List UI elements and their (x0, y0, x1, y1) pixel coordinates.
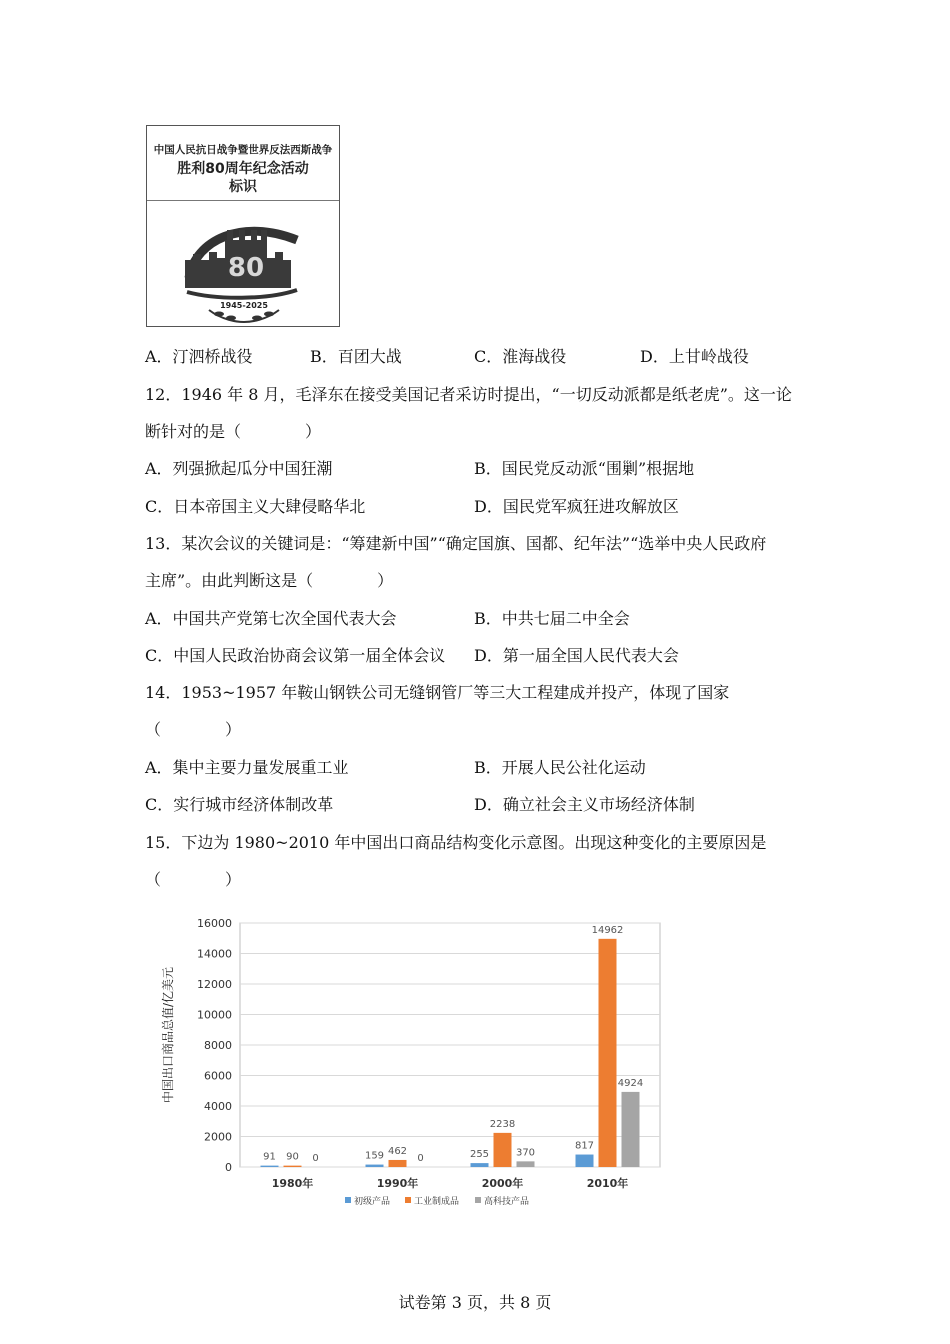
chart-data-label: 255 (469, 1149, 490, 1161)
chart-ytick-label: 10000 (197, 1008, 232, 1022)
q11-option-c: C．淮海战役 (474, 347, 567, 366)
chart-data-label: 370 (515, 1147, 536, 1159)
q14-stem-line2: （ ） (145, 720, 242, 739)
chart-ytick-label: 8000 (204, 1039, 232, 1052)
chart-bar (261, 1166, 279, 1167)
q15-stem-line2: （ ） (145, 870, 242, 889)
chart-category-label: 2010年 (586, 1177, 629, 1190)
q15-stem-line1: 15．下边为 1980~2010 年中国出口商品结构变化示意图。出现这种变化的主要原因是 (145, 833, 767, 852)
chart-data-label: 159 (364, 1150, 385, 1162)
logo-years: 1945-2025 (220, 301, 268, 310)
q13-option-d: D．第一届全国人民代表大会 (474, 646, 679, 665)
chart-bar (471, 1163, 489, 1167)
chart-data-label: 14962 (591, 924, 624, 936)
chart-bar (366, 1165, 384, 1167)
chart-legend-swatch (475, 1197, 481, 1203)
chart-data-label: 0 (312, 1153, 319, 1164)
chart-bar (622, 1092, 640, 1167)
q11-option-a: A．汀泗桥战役 (145, 347, 253, 366)
great-wall-emblem-icon (147, 200, 341, 328)
q13-option-c: C．中国人民政治协商会议第一届全体会议 (145, 646, 446, 665)
chart-data-label: 4924 (617, 1077, 644, 1089)
q14-option-a: A．集中主要力量发展重工业 (145, 758, 349, 777)
chart-data-label: 2238 (489, 1118, 516, 1130)
chart-ylabel: 中国出口商品总值/亿美元 (161, 966, 175, 1104)
chart-data-label: 90 (286, 1151, 299, 1163)
logo-number: 80 (227, 253, 265, 283)
chart-legend-label: 工业制成品 (414, 1197, 460, 1207)
chart-bar (494, 1133, 512, 1167)
logo-title-line1: 中国人民抗日战争暨世界反法西斯战争 (153, 144, 333, 156)
q13-option-a: A．中国共产党第七次全国代表大会 (145, 609, 397, 628)
logo-title-line2: 胜利80周年纪念活动 (177, 161, 309, 177)
export-structure-chart (150, 905, 690, 1215)
chart-bar (599, 939, 617, 1167)
chart-bar (284, 1166, 302, 1167)
chart-ytick-label: 0 (225, 1161, 232, 1174)
q14-option-d: D．确立社会主义市场经济体制 (474, 795, 695, 814)
q13-option-b: B．中共七届二中全会 (474, 609, 630, 628)
q14-stem-line1: 14．1953~1957 年鞍山钢铁公司无缝钢管厂等三大工程建成并投产，体现了国家 (145, 683, 730, 702)
q14-option-b: B．开展人民公社化运动 (474, 758, 646, 777)
chart-legend-label: 初级产品 (354, 1197, 391, 1207)
q11-option-d: D．上甘岭战役 (640, 347, 749, 366)
q14-option-c: C．实行城市经济体制改革 (145, 795, 334, 814)
q12-stem-line2: 断针对的是（ ） (145, 422, 322, 441)
chart-ytick-label: 2000 (204, 1130, 232, 1144)
q11-option-b: B．百团大战 (310, 347, 402, 366)
q12-option-d: D．国民党军疯狂进攻解放区 (474, 497, 679, 516)
q12-stem-line1: 12．1946 年 8 月，毛泽东在接受美国记者采访时提出，“一切反动派都是纸老虎”。这一论 (145, 385, 792, 404)
chart-ytick-label: 16000 (197, 917, 232, 930)
chart-bar (576, 1155, 594, 1167)
chart-data-label: 817 (574, 1140, 595, 1152)
chart-ytick-label: 4000 (204, 1100, 232, 1113)
chart-legend-swatch (345, 1197, 351, 1203)
q12-option-a: A．列强掀起瓜分中国狂潮 (145, 459, 333, 478)
chart-bar (389, 1160, 407, 1167)
page-footer: 试卷第 3 页，共 8 页 (398, 1293, 552, 1312)
chart-legend-swatch (405, 1197, 411, 1203)
chart-ytick-label: 14000 (197, 947, 232, 961)
chart-data-label: 91 (263, 1151, 276, 1163)
q12-option-c: C．日本帝国主义大肆侵略华北 (145, 497, 366, 516)
chart-data-label: 0 (417, 1153, 424, 1164)
logo-title-line3: 标识 (229, 179, 257, 195)
q13-stem-line2: 主席”。由此判断这是（ ） (145, 571, 394, 590)
chart-ytick-label: 12000 (197, 978, 232, 991)
chart-legend-label: 高科技产品 (484, 1197, 530, 1207)
q12-option-b: B．国民党反动派“围剿”根据地 (474, 459, 695, 478)
chart-bar (517, 1161, 535, 1167)
chart-ytick-label: 6000 (204, 1069, 232, 1083)
anniversary-logo-figure (146, 125, 340, 327)
chart-data-label: 462 (387, 1145, 408, 1157)
chart-category-label: 1990年 (376, 1177, 419, 1190)
chart-category-label: 2000年 (481, 1177, 524, 1190)
q13-stem-line1: 13．某次会议的关键词是：“筹建新中国”“确定国旗、国都、纪年法”“选举中央人民政府 (145, 534, 767, 553)
chart-category-label: 1980年 (271, 1177, 314, 1190)
